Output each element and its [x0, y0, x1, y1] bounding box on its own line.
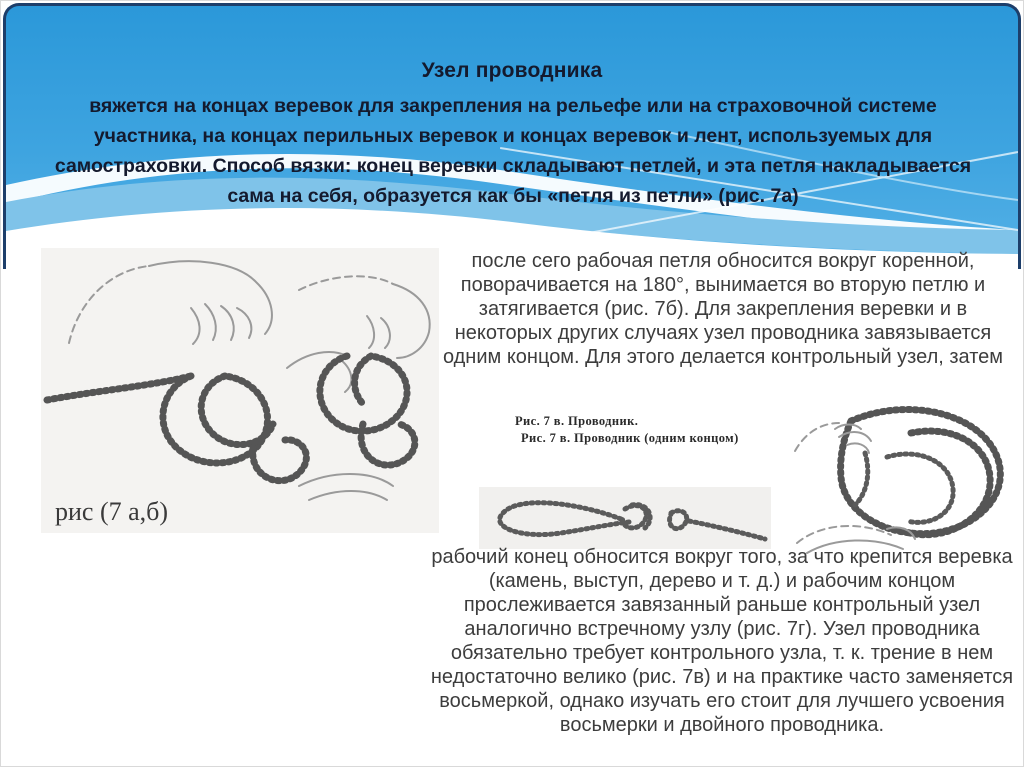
- guide-knot-drawing: [479, 487, 771, 549]
- slide-title: Узел проводника: [421, 59, 603, 82]
- rope-loop-hands-drawing: [791, 393, 1013, 561]
- figure-knot-panel: [479, 487, 771, 549]
- figure-single-end-panel: [791, 393, 1013, 561]
- figure-caption-1: Рис. 7 в. Проводник.: [515, 414, 639, 428]
- figure-caption-2: Рис. 7 в. Проводник (одним концом): [521, 431, 739, 445]
- bottom-paragraph: рабочий конец обносится вокруг того, за что крепится веревка (камень, выступ, дерево и т. д.) и рабочим концом прослеживается завязанный раньше контрольный узел аналогично встречному узлу (рис. 7г). Узел проводника обязательно требует контрольного узла, т. к. трение в нем недостаточно велико (рис. 7в) и на практике часто заменяется восьмеркой, однако изучать его стоит для лучшего усвоения восьмерки и двойного проводника.: [430, 546, 1014, 736]
- intro-paragraph: вяжется на концах веревок для закрепления на рельефе или на страховочной системе участника, на концах перильных веревок и концах веревок и лент, используемых для самостраховки. Способ вязки: конец веревки складывают петлей, и эта петля накладывается сама на себя, образуется как бы «петля из петли» (рис. 7а): [54, 95, 972, 207]
- right-paragraph: после сего рабочая петля обносится вокруг коренной, поворачивается на 180°, вынимается во вторую петлю и затягивается (рис. 7б). Для закрепления веревки и в некоторых других случаях узел проводника завязывается одним концом. Для этого делается контрольный узел, затем: [442, 250, 1004, 368]
- knot-hands-drawing: [41, 248, 439, 533]
- figure-captions: [515, 413, 815, 447]
- figure-ab-caption: рис (7 а,б): [55, 497, 169, 526]
- figure-hands-ab-panel: [41, 248, 439, 533]
